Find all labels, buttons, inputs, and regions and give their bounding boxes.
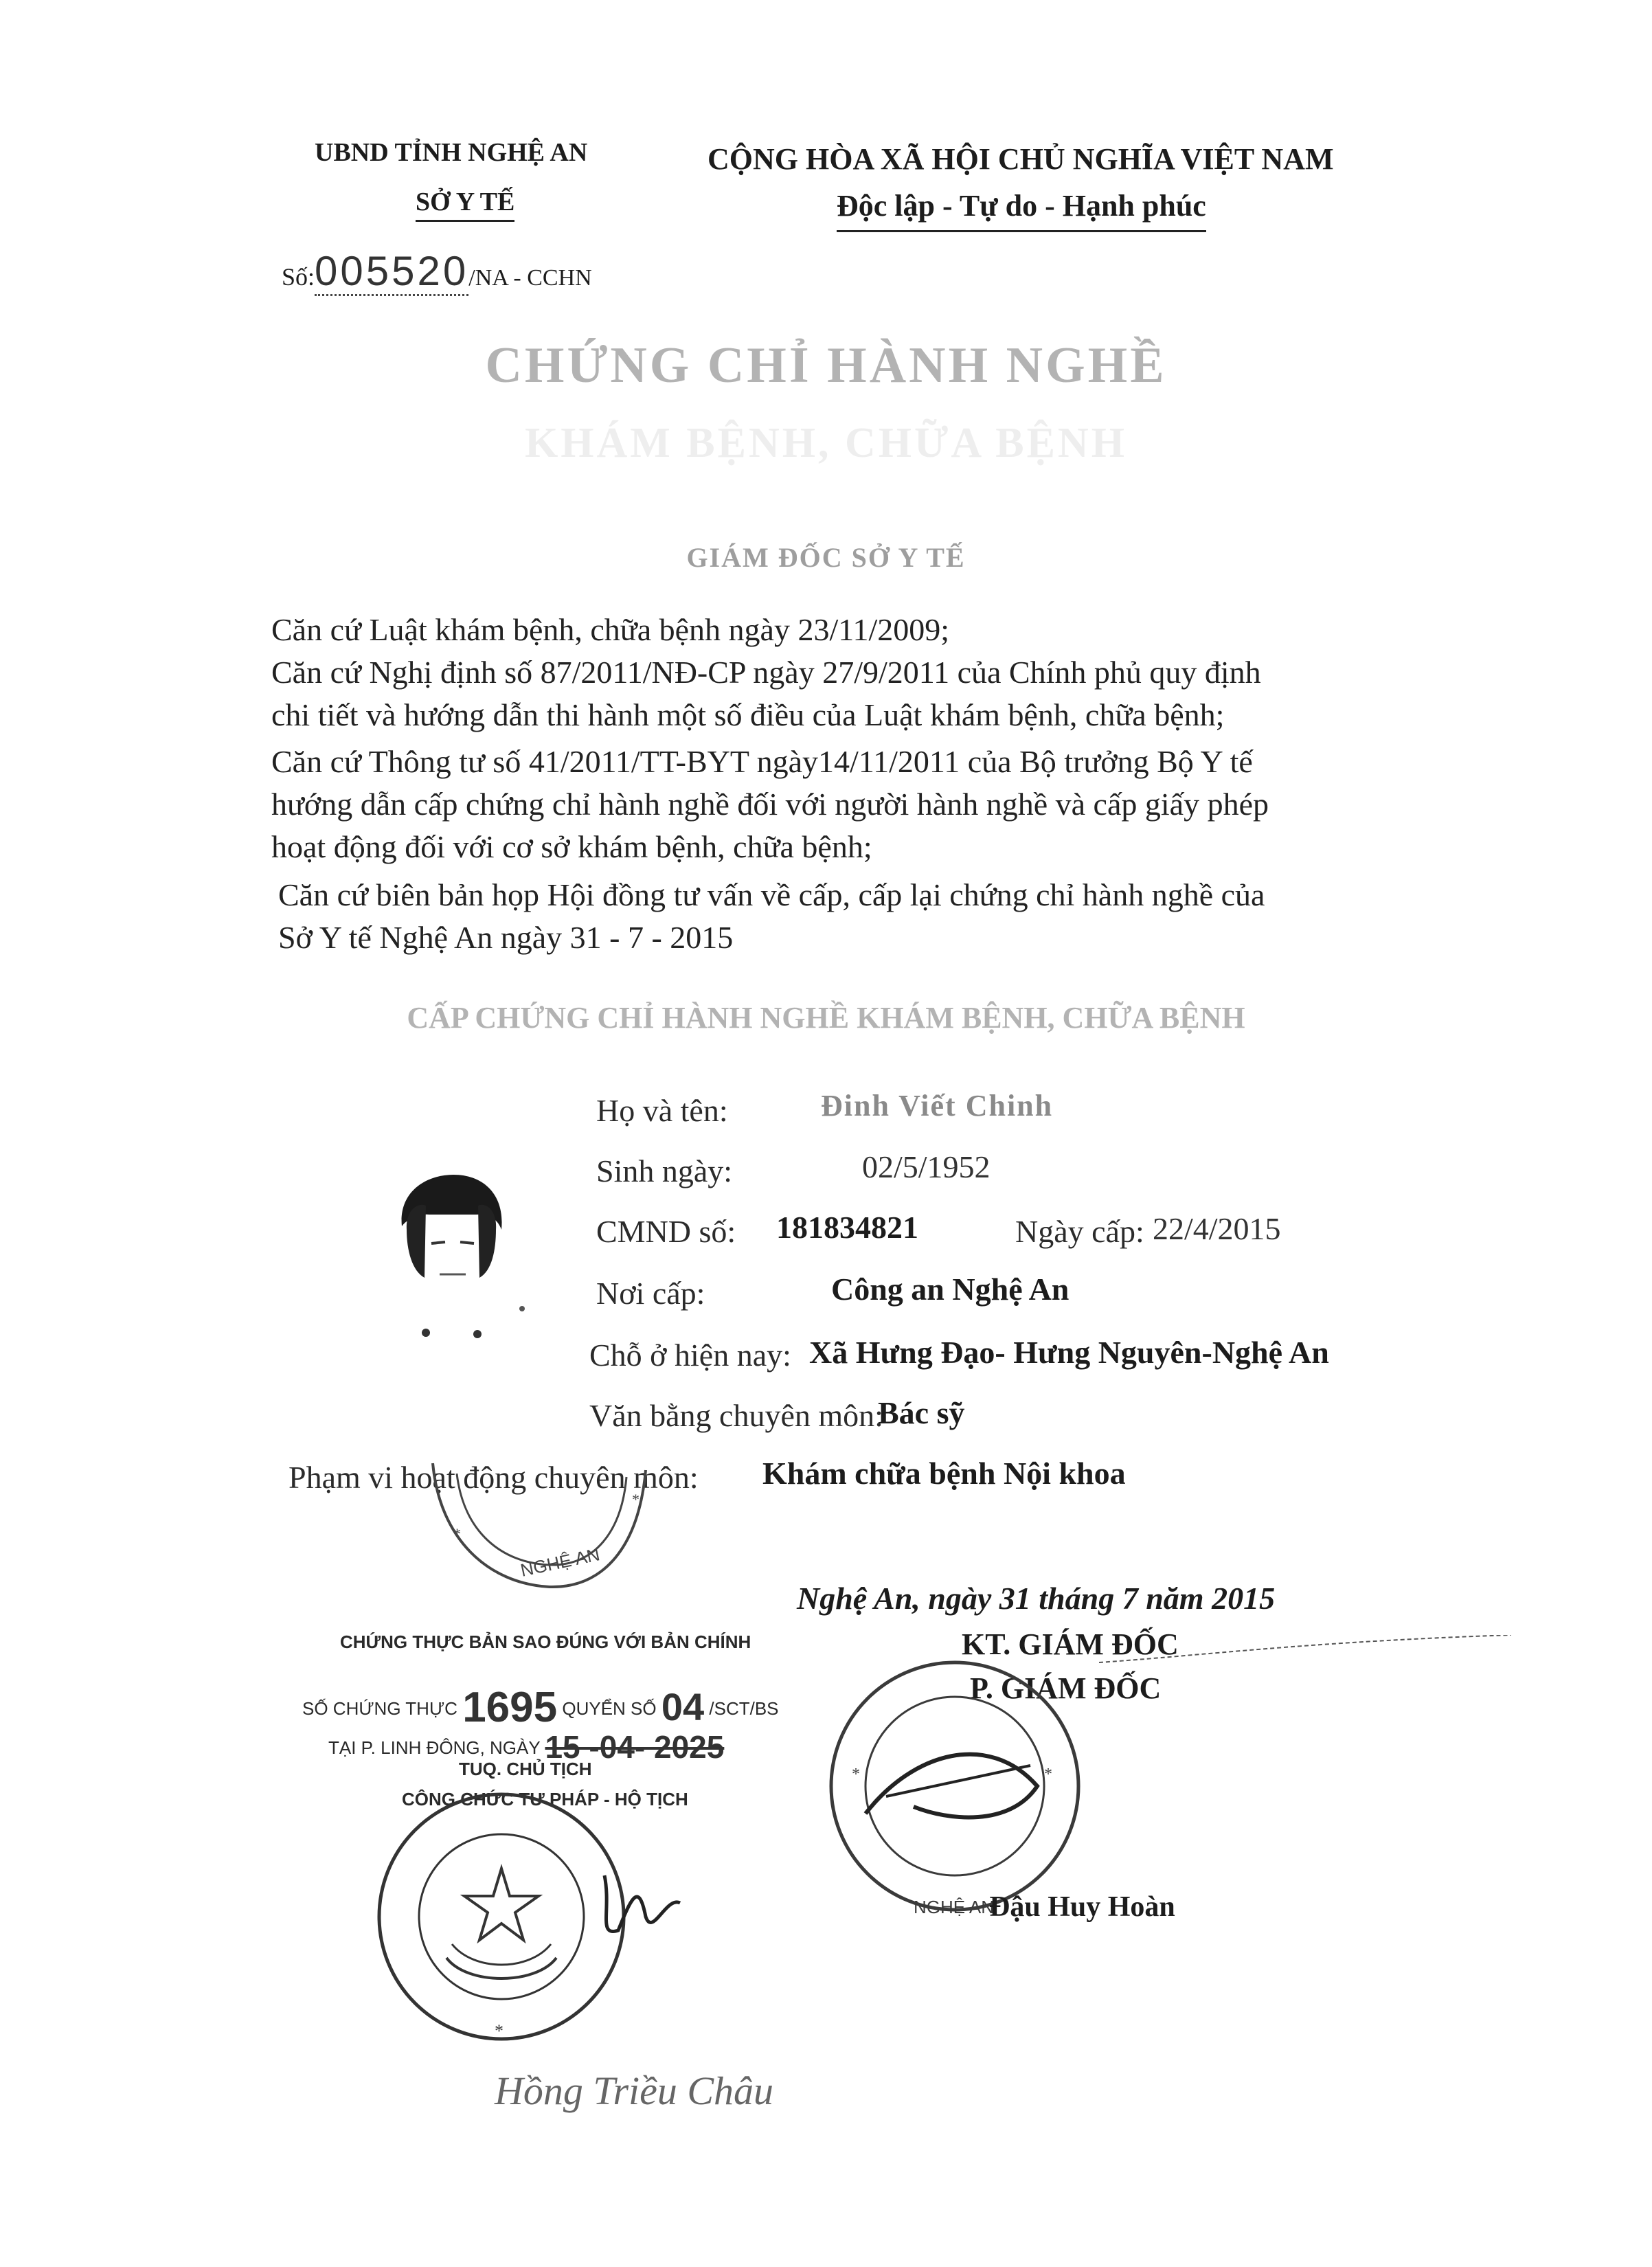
cert-book-number: 04: [661, 1685, 705, 1728]
svg-text:*: *: [1044, 1766, 1052, 1783]
legal-basis-2: Căn cứ Nghị định số 87/2011/NĐ-CP ngày 27/9/2011 của Chính phủ quy định: [271, 655, 1261, 690]
signer-title-1: KT. GIÁM ĐỐC: [962, 1627, 1179, 1661]
certificate-subtitle: KHÁM BỆNH, CHỮA BỆNH: [525, 420, 1127, 466]
cert-book-label: QUYỂN SỐ: [562, 1698, 657, 1719]
certifier-name: Hồng Triều Châu: [495, 2068, 774, 2113]
cert-place-label: TẠI P. LINH ĐÔNG, NGÀY: [328, 1737, 541, 1758]
legal-basis-8: Sở Y tế Nghệ An ngày 31 - 7 - 2015: [278, 920, 734, 955]
place-date: Nghệ An, ngày 31 tháng 7 năm 2015: [797, 1581, 1276, 1616]
certifier-signature: [591, 1855, 687, 1951]
cert-line-3: [328, 1724, 725, 1765]
issued-place-label: Nơi cấp:: [596, 1276, 705, 1311]
legal-basis-1: Căn cứ Luật khám bệnh, chữa bệnh ngày 23/11/2009;: [271, 612, 950, 647]
svg-text:*: *: [852, 1766, 860, 1783]
signer-name: Đậu Huy Hoàn: [989, 1891, 1175, 1923]
legal-basis-3: chi tiết và hướng dẫn thi hành một số điều của Luật khám bệnh, chữa bệnh;: [271, 697, 1225, 732]
document-number: [282, 247, 592, 295]
number-value: 005520: [315, 248, 468, 296]
portrait-image: [350, 1154, 556, 1346]
legal-basis-4: Căn cứ Thông tư số 41/2011/TT-BYT ngày14/11/2011 của Bộ trưởng Bộ Y tế: [271, 744, 1253, 779]
number-suffix: /NA - CCHN: [468, 265, 592, 291]
signature-stroke: [1099, 1635, 1511, 1649]
issuing-department: SỞ Y TẾ: [416, 187, 514, 222]
name-label: Họ và tên:: [596, 1093, 728, 1128]
number-prefix: Số:: [282, 263, 315, 291]
svg-text:*: *: [495, 2021, 503, 2041]
residence-label: Chỗ ở hiện nay:: [589, 1338, 791, 1373]
cert-number-label: SỐ CHỨNG THỰC: [302, 1698, 457, 1719]
legal-basis-7: Căn cứ biên bản họp Hội đồng tư vấn về cấp, cấp lại chứng chỉ hành nghề của: [278, 877, 1265, 912]
certificate-title: [0, 337, 1652, 395]
official-seal-icon: [811, 1649, 1099, 1924]
residence-value: Xã Hưng Đạo- Hưng Nguyên-Nghệ An: [809, 1335, 1329, 1370]
national-motto: Độc lập - Tự do - Hạnh phúc: [837, 188, 1206, 232]
title-line1: CHỨNG CHỈ HÀNH NGHỀ: [485, 337, 1167, 394]
cert-line-1: CHỨNG THỰC BẢN SAO ĐÚNG VỚI BẢN CHÍNH: [340, 1632, 751, 1652]
cert-line-4: TUQ. CHỦ TỊCH: [459, 1759, 592, 1779]
scope-value: Khám chữa bệnh Nội khoa: [762, 1456, 1126, 1491]
dob-label: Sinh ngày:: [596, 1153, 733, 1188]
scope-label: Phạm vi hoạt động chuyên môn:: [288, 1460, 699, 1495]
cert-line-2: [302, 1676, 779, 1731]
seal-text: NGHỆ AN: [519, 1544, 602, 1581]
degree-value: Bác sỹ: [878, 1395, 965, 1430]
cert-line-5: CÔNG CHỨC TƯ PHÁP - HỘ TỊCH: [402, 1789, 688, 1809]
id-value: 181834821: [776, 1210, 918, 1245]
svg-text:*: *: [453, 1525, 461, 1542]
cert-book-suffix: /SCT/BS: [709, 1698, 779, 1719]
signer-title-2: P. GIÁM ĐỐC: [970, 1671, 1162, 1705]
issuer-heading: GIÁM ĐỐC SỞ Y TẾ: [686, 542, 966, 573]
cert-number: 1695: [462, 1684, 558, 1731]
name-value: Đinh Viết Chinh: [821, 1089, 1054, 1123]
issuing-authority: UBND TỈNH NGHỆ AN: [315, 138, 588, 167]
id-label: CMND số:: [596, 1214, 736, 1249]
cert-date: 15 -04- 2025: [545, 1729, 725, 1765]
dob-value: 02/5/1952: [862, 1149, 991, 1184]
legal-basis-6: hoạt động đối với cơ sở khám bệnh, chữa bệnh;: [271, 829, 872, 864]
right-seal-text: NGHỆ AN: [914, 1897, 995, 1917]
issued-place-value: Công an Nghệ An: [831, 1272, 1070, 1307]
degree-label: Văn bằng chuyên môn:: [589, 1398, 883, 1433]
legal-basis-5: hướng dẫn cấp chứng chỉ hành nghề đối với người hành nghề và cấp giấy phép: [271, 787, 1269, 822]
national-title: CỘNG HÒA XÃ HỘI CHỦ NGHĨA VIỆT NAM: [708, 142, 1334, 176]
id-date-value: 22/4/2015: [1153, 1211, 1281, 1246]
grant-title: CẤP CHỨNG CHỈ HÀNH NGHỀ KHÁM BỆNH, CHỮA BỆNH: [407, 1001, 1245, 1035]
svg-text:*: *: [632, 1491, 640, 1508]
seal-stamp: [405, 1436, 666, 1608]
partial-seal: [405, 1436, 666, 1608]
id-date-label: Ngày cấp:: [1015, 1214, 1144, 1249]
official-seal-right: [811, 1649, 1099, 1924]
holder-photo: [350, 1154, 556, 1346]
